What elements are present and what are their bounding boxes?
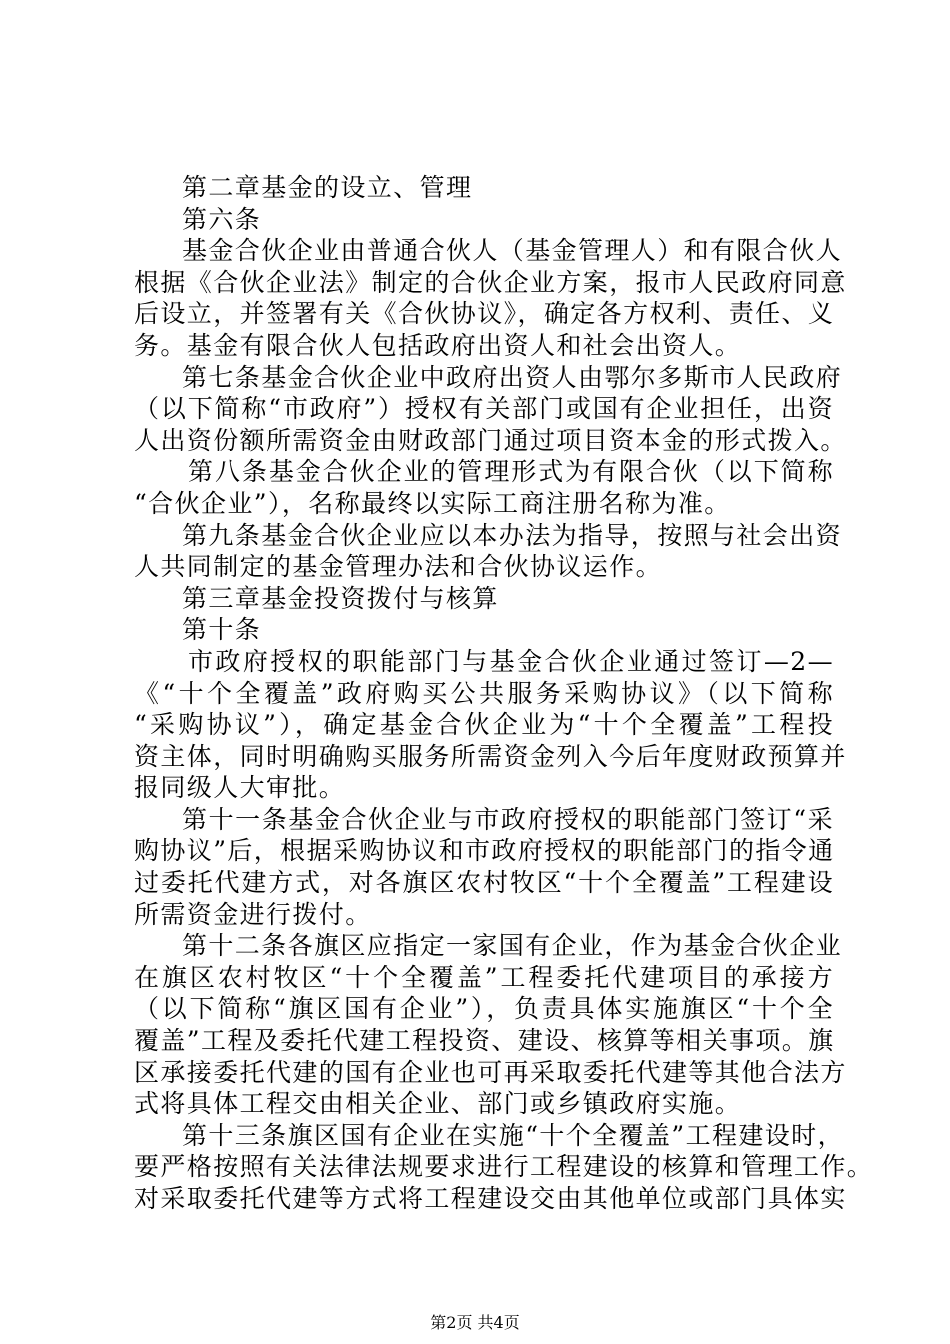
paragraph-line: 在旗区农村牧区“十个全覆盖”工程委托代建项目的承接方 [134, 962, 834, 992]
page-footer: 第2页 共4页 [430, 1313, 520, 1332]
paragraph-line: （以下简称“旗区国有企业”），负责具体实施旗区“十个全 [134, 994, 834, 1024]
article-heading: 第六条 [182, 204, 262, 234]
paragraph-line: 区承接委托代建的国有企业也可再采取委托代建等其他合法方 [134, 1057, 847, 1087]
paragraph-line: 务。基金有限合伙人包括政府出资人和社会出资人。 [134, 330, 742, 360]
paragraph-line: 《“十个全覆盖”政府购买公共服务采购协议》（以下简称 [134, 678, 834, 708]
article-heading: 第十条 [182, 615, 262, 645]
paragraph-line: “采购协议”），确定基金合伙企业为“十个全覆盖”工程投 [134, 710, 834, 740]
paragraph-line: 后设立，并签署有关《合伙协议》，确定各方权利、责任、义 [134, 299, 835, 329]
paragraph-line: 第十一条基金合伙企业与市政府授权的职能部门签订“采 [182, 804, 834, 834]
paragraph-line: “合伙企业”），名称最终以实际工商注册名称为准。 [134, 488, 731, 518]
paragraph-line: 第九条基金合伙企业应以本办法为指导，按照与社会出资 [182, 520, 843, 550]
paragraph-line: 根据《合伙企业法》制定的合伙企业方案，报市人民政府同意 [134, 267, 847, 297]
paragraph-line: 资主体，同时明确购买服务所需资金列入今后年度财政预算并 [134, 741, 847, 771]
paragraph-line: （以下简称“市政府”）授权有关部门或国有企业担任，出资 [134, 394, 834, 424]
paragraph-line: 所需资金进行拨付。 [134, 899, 372, 929]
paragraph-line: 过委托代建方式，对各旗区农村牧区“十个全覆盖”工程建设 [134, 868, 834, 898]
paragraph-line: 报同级人大审批。 [134, 773, 346, 803]
paragraph-line: 人出资份额所需资金由财政部门通过项目资本金的形式拨入。 [134, 425, 847, 455]
paragraph-line: 要严格按照有关法律法规要求进行工程建设的核算和管理工作。 [134, 1152, 874, 1182]
paragraph-line: 对采取委托代建等方式将工程建设交由其他单位或部门具体实 [134, 1184, 847, 1213]
paragraph-line: 购协议”后，根据采购协议和市政府授权的职能部门的指令通 [134, 836, 835, 866]
paragraph-line: 第八条基金合伙企业的管理形式为有限合伙（以下简称 [188, 457, 834, 487]
paragraph-line: 第十二条各旗区应指定一家国有企业，作为基金合伙企业 [182, 931, 843, 961]
paragraph-line: 人共同制定的基金管理办法和合伙协议运作。 [134, 552, 663, 582]
paragraph-line: 第十三条旗区国有企业在实施“十个全覆盖”工程建设时， [182, 1120, 844, 1150]
paragraph-line: 覆盖”工程及委托代建工程投资、建设、核算等相关事项。旗 [134, 1026, 835, 1056]
paragraph-line: 基金合伙企业由普通合伙人（基金管理人）和有限合伙人 [182, 236, 843, 266]
paragraph-line: 式将具体工程交由相关企业、部门或乡镇政府实施。 [134, 1089, 742, 1119]
chapter-heading: 第二章基金的设立、管理 [182, 173, 473, 202]
paragraph-line: 第七条基金合伙企业中政府出资人由鄂尔多斯市人民政府 [182, 362, 843, 392]
chapter-heading: 第三章基金投资拨付与核算 [182, 583, 499, 613]
paragraph-line: 市政府授权的职能部门与基金合伙企业通过签订—2— [188, 646, 834, 676]
document-body [134, 172, 874, 1215]
